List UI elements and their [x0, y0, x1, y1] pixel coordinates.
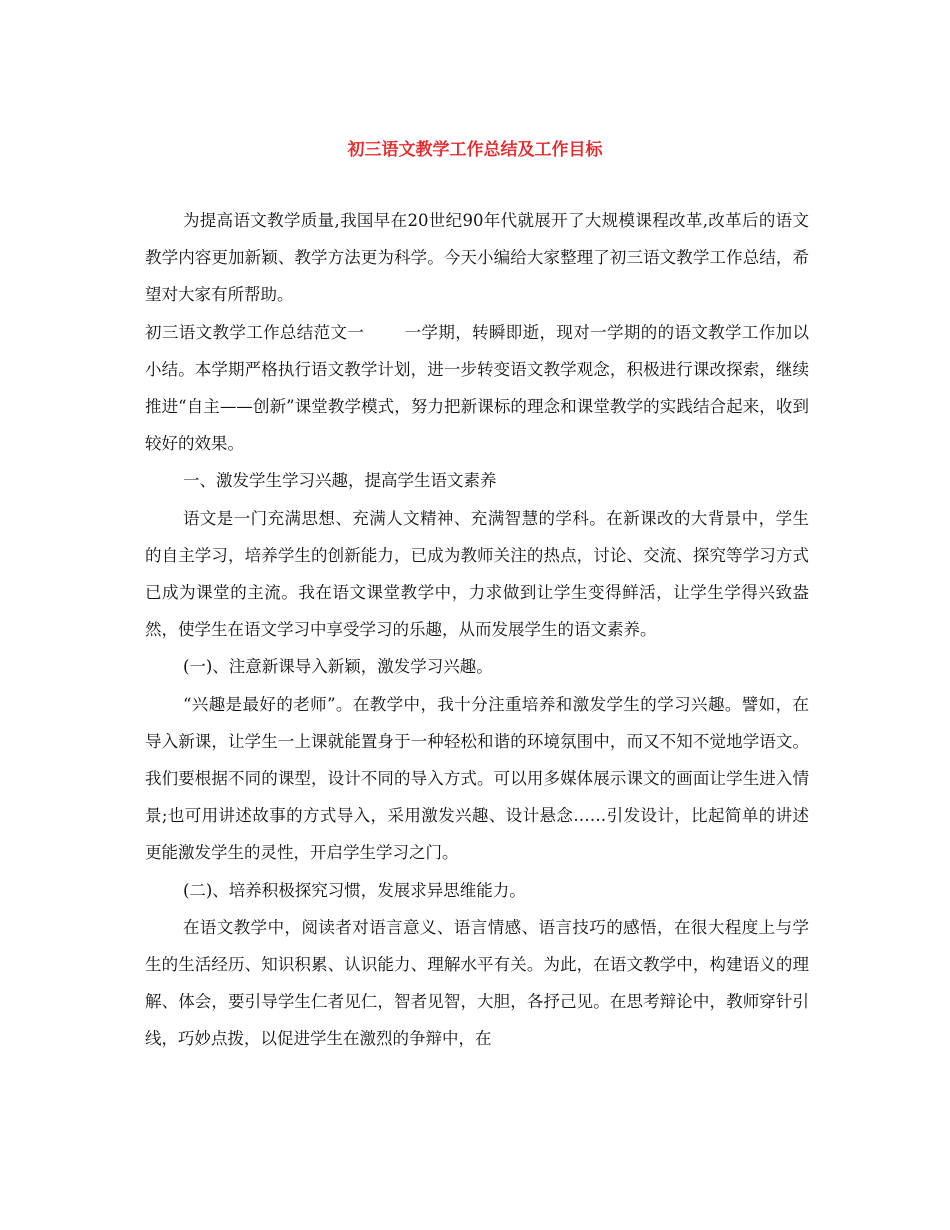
- subsection-paragraph: 在语文教学中，阅读者对语言意义、语言情感、语言技巧的感悟，在很大程度上与学生的生活经历、知识积累、认识能力、理解水平有关。为此，在语文教学中，构建语义的理解、体会，要引导学生仁者见仁，智者见智，大胆，各抒己见。在思考辩论中，教师穿针引线，巧妙点拨，以促进学生在激烈的争辩中，在: [145, 917, 809, 1049]
- sample-paragraph: [145, 314, 809, 463]
- document-title: 初三语文教学工作总结及工作目标: [347, 140, 603, 160]
- section-heading: 一、激发学生学习兴趣，提高学生语文素养: [182, 471, 497, 491]
- document-body: [145, 202, 809, 1058]
- intro-paragraph: 为提高语文教学质量,我国早在20世纪90年代就展开了大规模课程改革,改革后的语文教学内容更加新颖、教学方法更为科学。今天小编给大家整理了初三语文教学工作总结，希望对大家有所帮助。: [145, 211, 809, 305]
- section-paragraph: 语文是一门充满思想、充满人文精神、充满智慧的学科。在新课改的大背景中，学生的自主学习，培养学生的创新能力，已成为教师关注的热点，讨论、交流、探究等学习方式已成为课堂的主流。我在语文课堂教学中，力求做到让学生变得鲜活，让学生学得兴致盎然，使学生在语文学习中享受学习的乐趣，从而发展学生的语文素养。: [145, 508, 809, 640]
- subsection-heading: (二)、培养积极探究习惯，发展求异思维能力。: [182, 880, 526, 900]
- sample-label: 初三语文教学工作总结范文一: [145, 322, 365, 342]
- sample-text: 一学期，转瞬即逝，现对一学期的的语文教学工作加以小结。本学期严格执行语文教学计划，进一步转变语文教学观念，积极进行课改探索，继续推进“自主——创新”课堂教学模式，努力把新课标的理念和课堂教学的实践结合起来，收到较好的效果。: [145, 322, 810, 454]
- subsection-paragraph: “兴趣是最好的老师”。在教学中，我十分注重培养和激发学生的学习兴趣。譬如，在导入新课，让学生一上课就能置身于一种轻松和谐的环境氛围中，而又不知不觉地学语文。我们要根据不同的课型，设计不同的导入方式。可以用多媒体展示课文的画面让学生进入情景;也可用讲述故事的方式导入，采用激发兴趣、设计悬念……引发设计，比起简单的讲述更能激发学生的灵性，开启学生学习之门。: [145, 694, 809, 863]
- subsection-heading: (一)、注意新课导入新颖，激发学习兴趣。: [182, 657, 493, 677]
